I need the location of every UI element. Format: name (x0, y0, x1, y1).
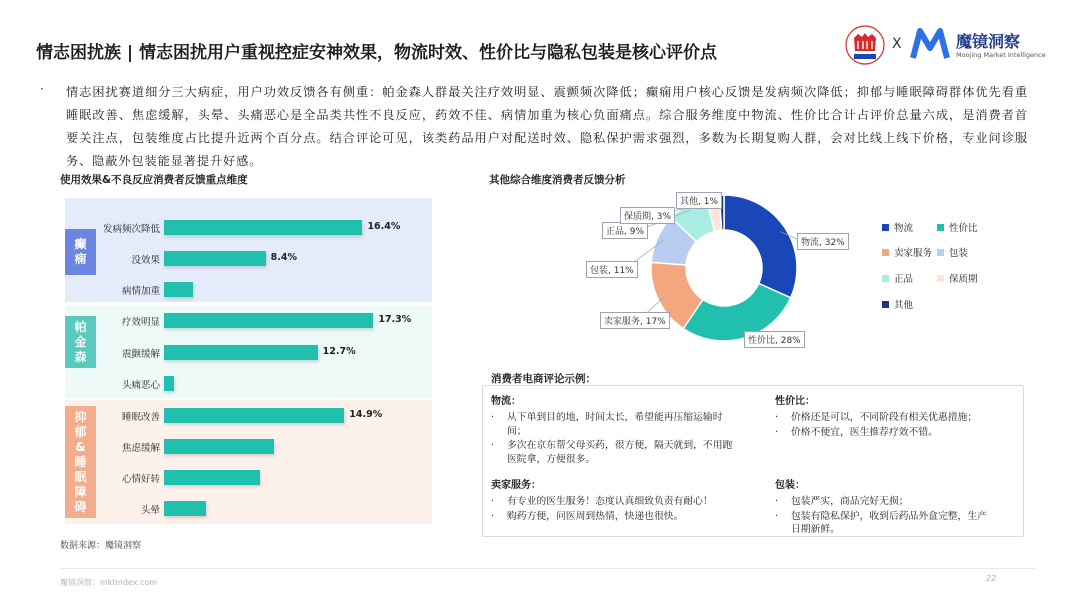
review-item: · 多次在京东帮父母买药，很方便，隔天就到，不用跑医院拿，方便很多。 (491, 440, 733, 465)
review-item: · 从下单到目的地，时间太长，希望能再压缩运输时间； (491, 412, 723, 437)
donut-data-label: 其他, 1% (676, 192, 722, 209)
right-chart-title: 其他综合维度消费者反馈分析 (489, 174, 626, 186)
bar-category-label: 头痛恶心 (121, 380, 160, 391)
legend-label: 性价比 (949, 223, 978, 234)
page-number: 22 (986, 574, 997, 583)
footer-site: 魔镜洞察：mktindex.com (60, 578, 158, 587)
group-tag-parkinson: 帕金森 (65, 316, 96, 368)
bar (164, 470, 260, 485)
bar-category-label: 焦虑缓解 (121, 443, 160, 454)
legend-label: 正品 (894, 274, 914, 285)
legend-swatch (937, 224, 944, 231)
donut-data-label: 正品, 9% (602, 222, 648, 239)
legend-swatch (882, 275, 889, 282)
review-item: · 包装有隐私保护，收到后药品外盒完整，生产日期新鲜。 (775, 510, 987, 535)
brand-subtitle: Moojing Market Intelligence (956, 51, 1046, 59)
bar-value-label: 12.7% (322, 346, 356, 357)
bar-value-label: 16.4% (367, 221, 401, 232)
legend-swatch (882, 249, 889, 256)
page-title: 情志困扰族 | 情志困扰用户重视控症安神效果，物流时效、性价比与隐私包装是核心评价点 (36, 43, 718, 63)
review-value (775, 392, 995, 440)
summary-bullet: · (40, 82, 44, 96)
legend-item (882, 245, 932, 259)
group-tag-depression-sleep: 抑郁&睡眠障碍 (65, 406, 96, 518)
bar-category-label: 睡眠改善 (121, 412, 160, 423)
business-school-seal-icon (844, 24, 886, 66)
bar-category-label: 发病频次降低 (102, 224, 160, 235)
donut-data-label: 物流, 32% (797, 233, 849, 250)
review-item: · 包装严实，商品完好无损； (775, 496, 909, 507)
donut-data-label: 保质期, 3% (620, 207, 675, 224)
review-logistics (491, 392, 741, 467)
bar (164, 251, 266, 266)
legend-item (937, 220, 978, 234)
legend-swatch (882, 301, 889, 308)
bar-value-label: 17.3% (378, 314, 412, 325)
bar (164, 501, 206, 516)
review-service (491, 476, 741, 524)
bar (164, 345, 318, 360)
donut-slice (724, 195, 797, 298)
brand-name: 魔镜洞察 (956, 32, 1021, 51)
bar (164, 220, 362, 235)
legend-item (882, 297, 913, 311)
bar-category-label: 震颤缓解 (121, 349, 160, 360)
bar-category-label: 心情好转 (121, 474, 160, 485)
summary-text: 情志困扰赛道细分三大病症，用户功效反馈各有侧重：帕金森人群最关注疗效明显、震颤频次降低；癫痫用户核心反馈是发病频次降低；抑郁与睡眠障碍群体优先看重睡眠改善、焦虑缓解，头晕、头痛恶心是全品类共性不良反应，药效不佳、病情加重为核心负面痛点。综合服务维度中物流、性价比合计占评价总量六成，是消费者首要关注点，包装维度占比提升近两个百分点。结合评论可见，该类药品用户对配送时效、隐私保护需求强烈，多数为长期复购人群，会对比线上线下价格，专业问诊服务、隐蔽外包装能显著提升好感。 (66, 85, 1028, 168)
reviews-box (482, 385, 1024, 537)
legend-label: 其他 (894, 300, 914, 311)
bar-category-label: 没效果 (131, 255, 160, 266)
review-item: · 价格不便宜，医生推荐疗效不错。 (775, 426, 938, 438)
legend-swatch (937, 249, 944, 256)
review-item: · 价格还是可以，不同阶段有相关优惠措施； (775, 412, 978, 423)
legend-swatch (937, 275, 944, 282)
logo-separator: X (892, 36, 902, 52)
legend-label: 包装 (949, 248, 969, 259)
review-packaging (775, 476, 995, 538)
footer-divider (60, 568, 1035, 569)
bar (164, 313, 373, 328)
bar (164, 376, 174, 391)
bar (164, 282, 193, 297)
legend-label: 卖家服务 (894, 248, 933, 259)
bar-category-label: 病情加重 (121, 286, 160, 297)
reviews-title: 消费者电商评论示例： (491, 373, 596, 385)
review-item: · 有专业的医生服务！态度认真细致负责有耐心！ (491, 496, 713, 507)
legend-label: 保质期 (949, 274, 978, 285)
group-tag-epilepsy: 癫痫 (65, 229, 96, 275)
brand-logos (844, 24, 1044, 68)
bar-category-label: 头晕 (140, 505, 160, 516)
review-item: · 购药方便，问医周到热情，快递也很快。 (491, 510, 684, 522)
bar (164, 408, 344, 423)
moojing-logo-icon (910, 28, 950, 60)
bar-value-label: 8.4% (270, 252, 297, 263)
legend-item (882, 271, 913, 285)
review-value-head: 性价比： (775, 396, 815, 407)
legend-swatch (882, 224, 889, 231)
review-service-head: 卖家服务： (491, 480, 541, 491)
donut-data-label: 性价比, 28% (744, 331, 805, 348)
legend-item (882, 220, 913, 234)
bar-value-label: 14.9% (349, 409, 383, 420)
donut-data-label: 卖家服务, 17% (600, 312, 670, 329)
bar (164, 439, 274, 454)
left-chart-title: 使用效果&不良反应消费者反馈重点维度 (60, 174, 248, 186)
data-source: 数据来源：魔镜洞察 (60, 541, 142, 551)
legend-item (937, 245, 968, 259)
bar-category-label: 疗效明显 (121, 317, 160, 328)
donut-data-label: 包装, 11% (586, 261, 638, 278)
legend-item (937, 271, 978, 285)
review-logistics-head: 物流： (491, 396, 521, 407)
legend-label: 物流 (894, 223, 914, 234)
review-packaging-head: 包装： (775, 480, 805, 491)
